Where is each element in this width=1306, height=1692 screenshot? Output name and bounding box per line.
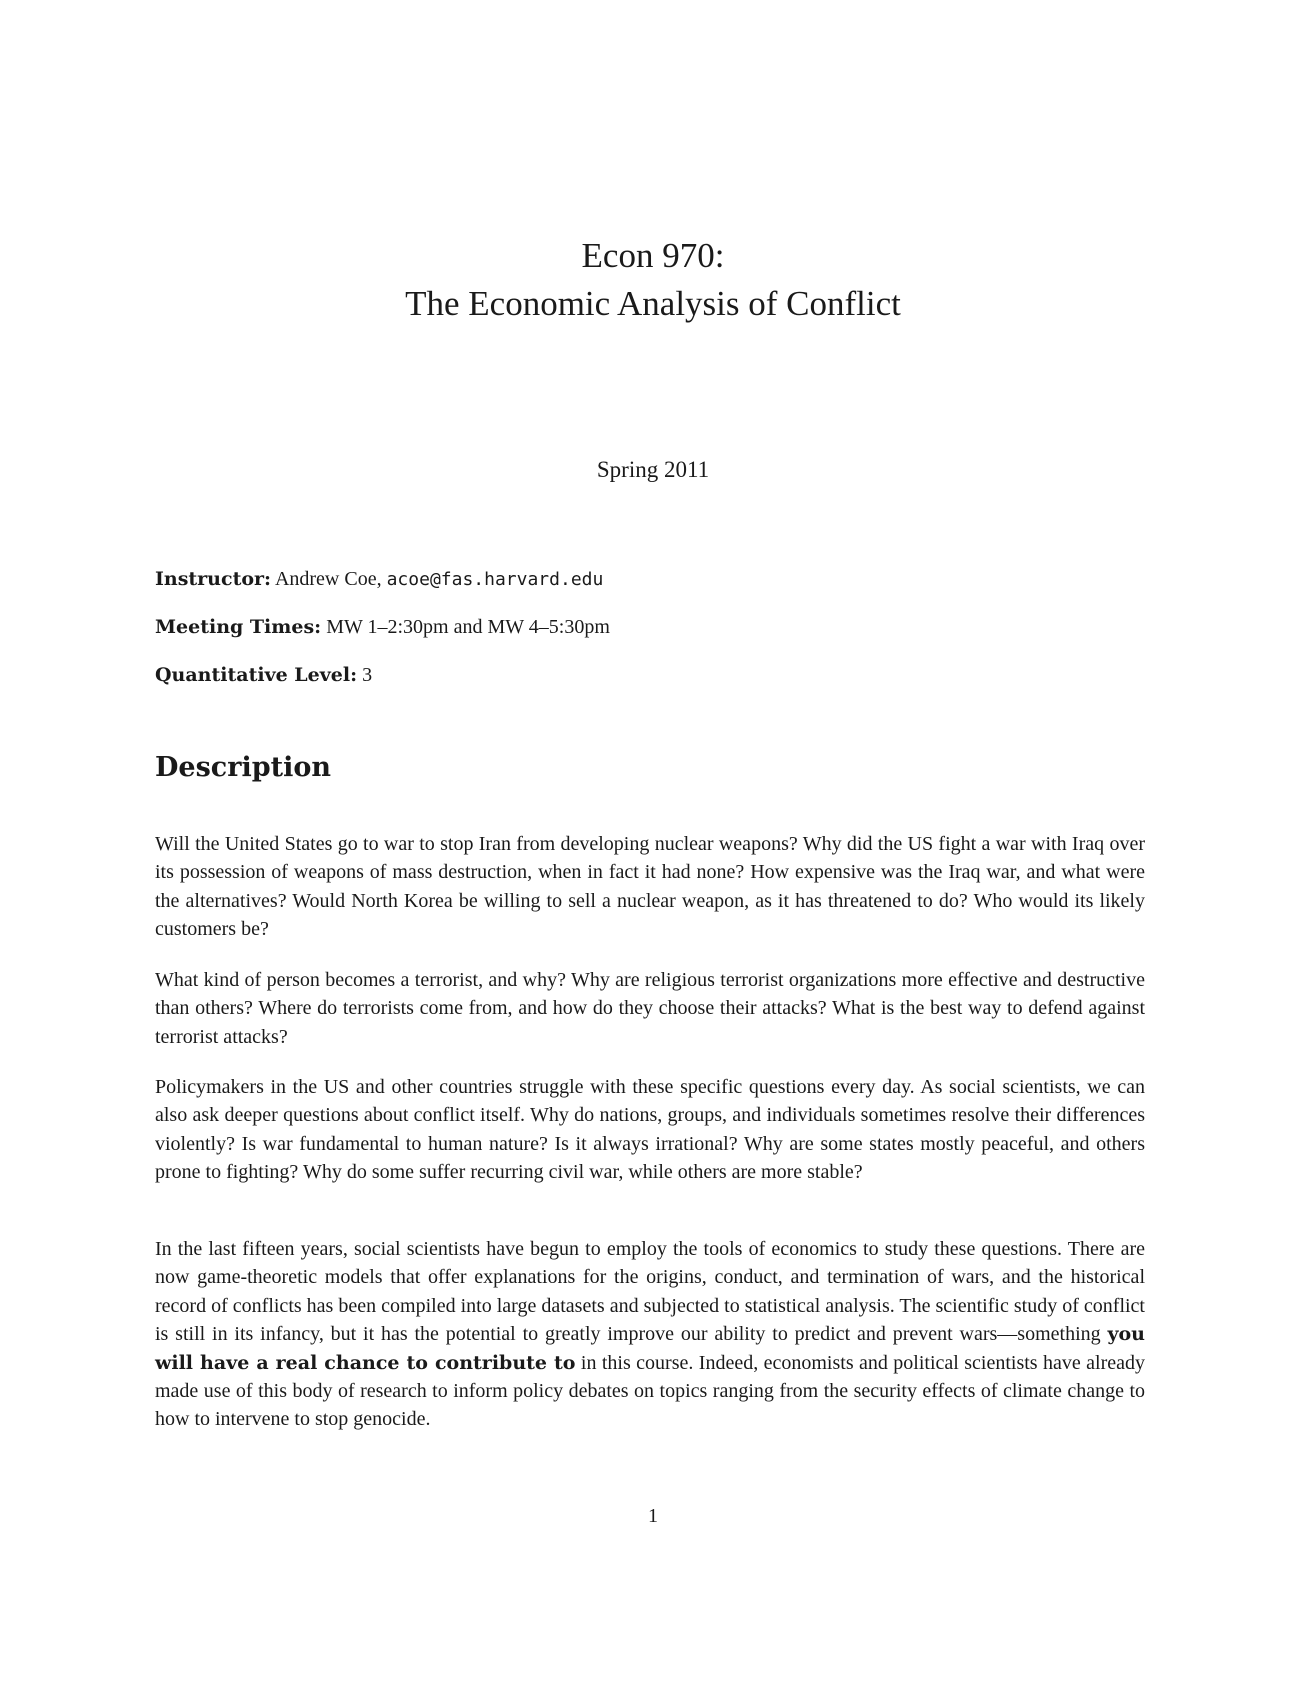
document-title — [0, 232, 1306, 328]
quantitative-level-line — [155, 661, 372, 689]
meeting-times-line — [155, 613, 610, 641]
page-number: 1 — [648, 1505, 658, 1527]
paragraph-4-text-end: in this course. Indeed, economists and political scientists have already made use of this body of research to inform policy debates on topics ranging from the security effects of climate change to how to intervene to stop genocide. — [155, 1351, 1146, 1431]
quantitative-level-value: 3 — [357, 664, 373, 686]
instructor-line — [155, 565, 603, 594]
paragraph-4-text-start: In the last fifteen years, social scientists have begun to employ the tools of economics to study these questions. There are now game-theoretic models that offer explanations for the origins, conduct, and termination of wars, and the historical record of conflicts has been compiled into large datasets and subjected to statistical analysis. The scientific study of conflict is still in its infancy, but it has the potential to greatly improve our ability to predict and prevent wars—something — [155, 1238, 1145, 1346]
description-paragraph-2: What kind of person becomes a terrorist, and why? Why are religious terrorist organizations more effective and destructive than others? Where do terrorists come from, and how do they choose their attacks? What is the best way to defend against terrorist attacks? — [155, 969, 1145, 1048]
description-paragraph-3: Policymakers in the US and other countries struggle with these specific questions every day. As social scientists, we can also ask deeper questions about conflict itself. Why do nations, groups, and individuals sometimes resolve their differences violently? Is war fundamental to human nature? Is it always irrational? Why are some states mostly peaceful, and others prone to fighting? Why do some suffer recurring civil war, while others are more stable? — [155, 1076, 1145, 1184]
meeting-times-label: Meeting Times: — [155, 616, 322, 638]
title-course-name: The Economic Analysis of Conflict — [405, 284, 901, 323]
paragraph-4-emphasis: you will have a real chance to contribute to — [155, 1323, 1145, 1374]
quantitative-level-label: Quantitative Level: — [155, 664, 358, 686]
description-heading: Description — [155, 752, 331, 783]
description-paragraph-4 — [155, 1235, 1145, 1434]
description-paragraph-1: Will the United States go to war to stop Iran from developing nuclear weapons? Why did the US fight a war with Iraq over its possession of weapons of mass destruction, when in fact it had none? How expensive was the Iraq war, and what were the alternatives? Would North Korea be willing to sell a nuclear weapon, as it has threatened to do? Who would its likely customers be? — [155, 833, 1145, 941]
instructor-name: Andrew Coe, — [271, 568, 387, 590]
term: Spring 2011 — [596, 457, 710, 482]
meeting-times-value: MW 1–2:30pm and MW 4–5:30pm — [321, 616, 610, 638]
instructor-email[interactable]: acoe@fas.harvard.edu — [386, 569, 604, 590]
title-course-code: Econ 970: — [581, 236, 725, 275]
instructor-label: Instructor: — [155, 568, 272, 590]
